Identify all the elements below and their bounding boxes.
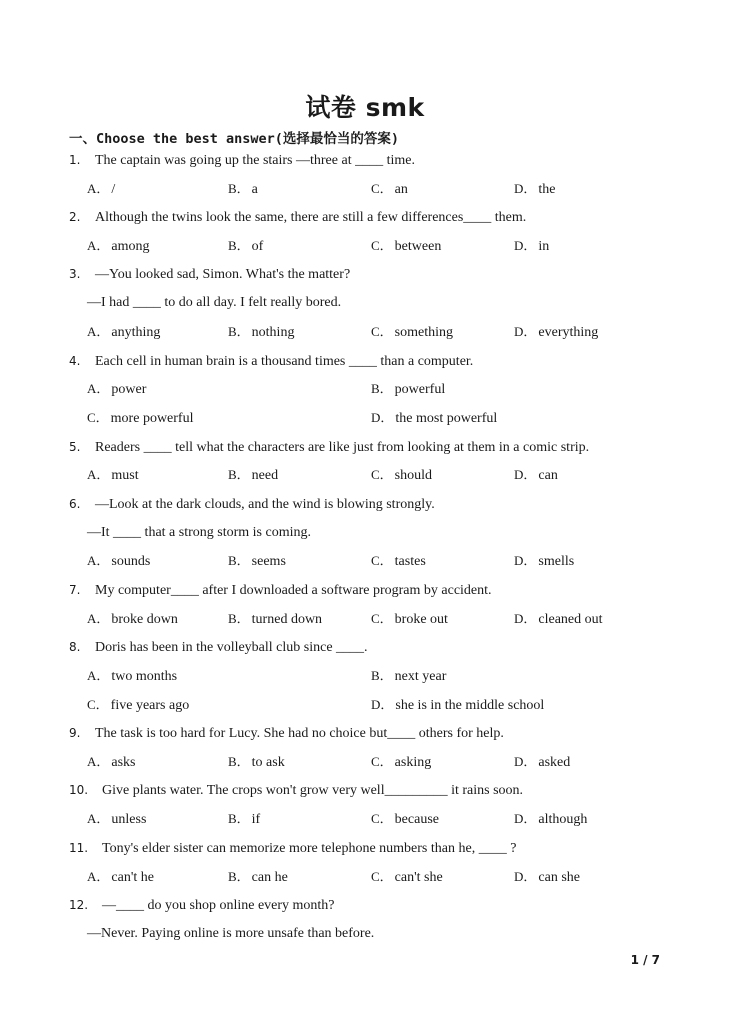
option-c: C． something bbox=[371, 324, 454, 340]
option-a: A． must bbox=[87, 467, 139, 483]
option-a: A． anything bbox=[87, 324, 161, 340]
question-number: 3. bbox=[69, 267, 81, 281]
question-text: —____ do you shop online every month? bbox=[102, 898, 335, 913]
option-c: C． an bbox=[371, 181, 408, 197]
option-a: A． sounds bbox=[87, 553, 151, 569]
question-text: Give plants water. The crops won't grow very well_________ it rains soon. bbox=[102, 783, 524, 798]
option-b: B． a bbox=[228, 181, 258, 197]
option-d: D． everything bbox=[514, 324, 599, 340]
question-stem bbox=[69, 581, 492, 600]
question-number: 11. bbox=[69, 841, 89, 855]
option-b: B． can he bbox=[228, 869, 288, 885]
page-title: 试卷 smk bbox=[305, 93, 425, 122]
question-text: Readers ____ tell what the characters are like just from looking at them in a comic strip. bbox=[95, 440, 590, 455]
question-number: 9. bbox=[69, 726, 81, 740]
option-a: A． among bbox=[87, 238, 150, 254]
option-a: A． unless bbox=[87, 811, 147, 827]
section-heading: 一、Choose the best answer(选择最恰当的答案) bbox=[69, 131, 400, 147]
question-number: 7. bbox=[69, 583, 81, 597]
option-d: D． smells bbox=[514, 553, 575, 569]
option-c: C． should bbox=[371, 467, 433, 483]
question-stem bbox=[69, 638, 368, 657]
option-c: C． five years ago bbox=[87, 697, 190, 713]
option-c: C． tastes bbox=[371, 553, 426, 569]
option-b: B． next year bbox=[371, 668, 447, 684]
option-b: B． of bbox=[228, 238, 264, 254]
option-c: C． can't she bbox=[371, 869, 443, 885]
option-d: D． the bbox=[514, 181, 556, 197]
question-number: 8. bbox=[69, 640, 81, 654]
question-text: Each cell in human brain is a thousand times ____ than a computer. bbox=[95, 354, 474, 369]
question-stem bbox=[69, 438, 589, 457]
question-number: 12. bbox=[69, 898, 89, 912]
option-a: A． two months bbox=[87, 668, 178, 684]
question-stem bbox=[69, 896, 335, 915]
question-number: 6. bbox=[69, 497, 81, 511]
question-stem bbox=[69, 781, 523, 800]
option-d: D． she is in the middle school bbox=[371, 697, 545, 713]
option-a: A． power bbox=[87, 381, 147, 397]
question-number: 5. bbox=[69, 440, 81, 454]
option-c: C． more powerful bbox=[87, 410, 194, 426]
option-d: D． although bbox=[514, 811, 588, 827]
question-stem bbox=[69, 265, 350, 284]
question-text: —You looked sad, Simon. What's the matter? bbox=[95, 267, 351, 282]
question-number: 10. bbox=[69, 783, 89, 797]
option-d: D． in bbox=[514, 238, 550, 254]
question-text: The task is too hard for Lucy. She had no choice but____ others for help. bbox=[95, 726, 504, 741]
option-b: B． need bbox=[228, 467, 279, 483]
option-d: D． the most powerful bbox=[371, 410, 498, 426]
question-stem bbox=[69, 724, 504, 743]
question-number: 4. bbox=[69, 354, 81, 368]
page-number: 1 / 7 bbox=[630, 953, 660, 967]
option-c: C． because bbox=[371, 811, 439, 827]
option-c: C． broke out bbox=[371, 611, 448, 627]
option-a: A． asks bbox=[87, 754, 136, 770]
option-c: C． between bbox=[371, 238, 442, 254]
option-b: B． if bbox=[228, 811, 261, 827]
question-text: My computer____ after I downloaded a software program by accident. bbox=[95, 583, 492, 598]
option-b: B． seems bbox=[228, 553, 286, 569]
question-text: —Look at the dark clouds, and the wind is blowing strongly. bbox=[95, 497, 435, 512]
option-a: A． / bbox=[87, 181, 116, 197]
option-b: B． powerful bbox=[371, 381, 446, 397]
option-d: D． asked bbox=[514, 754, 571, 770]
option-a: A． can't he bbox=[87, 869, 154, 885]
question-stem bbox=[69, 495, 435, 514]
option-b: B． turned down bbox=[228, 611, 323, 627]
question-text: Tony's elder sister can memorize more telephone numbers than he, ____ ? bbox=[102, 841, 517, 856]
question-stem bbox=[69, 839, 516, 858]
question-text: Doris has been in the volleyball club since ____. bbox=[95, 640, 368, 655]
question-text-line2: —I had ____ to do all day. I felt really bored. bbox=[87, 295, 342, 310]
question-text: Although the twins look the same, there are still a few differences____ them. bbox=[95, 210, 527, 225]
question-text-line2: —Never. Paying online is more unsafe than before. bbox=[87, 926, 375, 941]
option-d: D． can she bbox=[514, 869, 580, 885]
option-a: A． broke down bbox=[87, 611, 178, 627]
question-text-line2: —It ____ that a strong storm is coming. bbox=[87, 525, 311, 540]
question-number: 1. bbox=[69, 153, 81, 167]
option-d: D． cleaned out bbox=[514, 611, 603, 627]
question-number: 2. bbox=[69, 210, 81, 224]
question-stem bbox=[69, 352, 473, 371]
option-d: D． can bbox=[514, 467, 558, 483]
question-stem bbox=[69, 151, 415, 170]
question-text: The captain was going up the stairs —three at ____ time. bbox=[95, 153, 415, 168]
option-b: B． to ask bbox=[228, 754, 285, 770]
option-b: B． nothing bbox=[228, 324, 295, 340]
question-stem bbox=[69, 208, 526, 227]
option-c: C． asking bbox=[371, 754, 432, 770]
